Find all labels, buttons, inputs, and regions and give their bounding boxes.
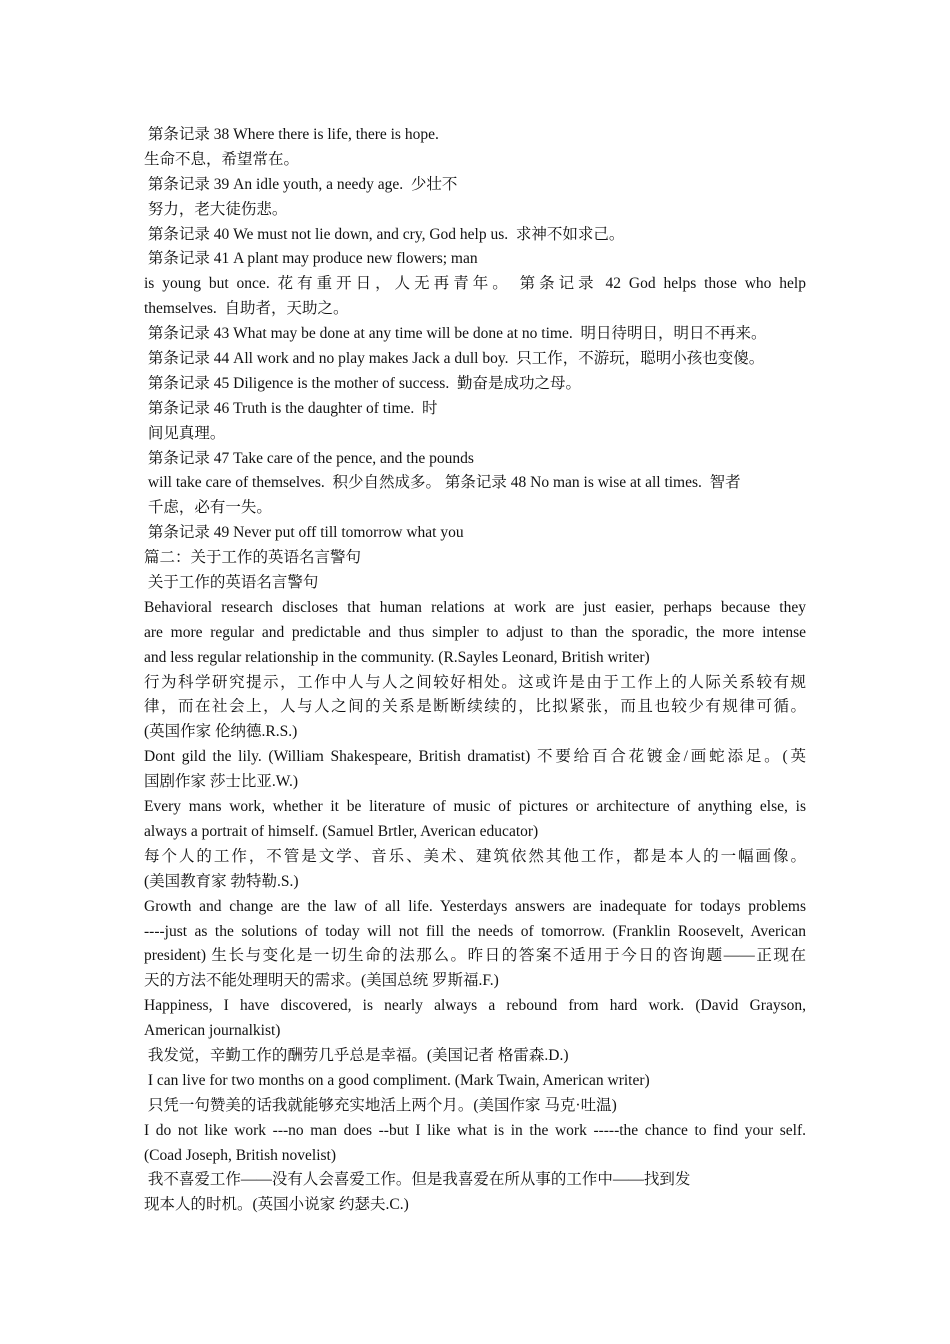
text-line: Every mans work, whether it be literature of music of pictures or architecture of anything else, is	[144, 798, 806, 816]
text-line: ----just as the solutions of today will not fill the needs of tomorrow. (Franklin Roosevelt, Averican	[144, 922, 806, 940]
text-line: 第条记录 39 An idle youth, a needy age. 少壮不	[144, 175, 458, 193]
text-line: 生命不息，希望常在。	[144, 150, 300, 168]
text-line: American journalkist)	[144, 1022, 281, 1040]
text-line: always a portrait of himself. (Samuel Brtler, Averican educator)	[144, 822, 539, 840]
text-line: I do not like work ---no man does --but I like what is in the work -----the chance to find your self.	[144, 1121, 806, 1139]
text-line: is young but once. 花有重开日，人无再青年。 第条记录 42 God helps those who help	[144, 275, 806, 293]
text-line: (Coad Joseph, British novelist)	[144, 1146, 337, 1164]
text-line: Happiness, I have discovered, is nearly always a rebound from hard work. (David Grayson,	[144, 997, 806, 1015]
text-line: 现本人的时机。(英国小说家 约瑟夫.C.)	[144, 1196, 409, 1214]
text-line: (英国作家 伦纳德.R.S.)	[144, 723, 298, 741]
text-line: 千虑，必有一失。	[144, 499, 272, 517]
text-line: 间见真理。	[144, 424, 226, 442]
text-line: 国剧作家 莎士比亚.W.)	[144, 773, 298, 791]
text-line: president) 生长与变化是一切生命的法那么。昨日的答案不适用于今日的咨询题——正现在	[144, 947, 806, 965]
text-line: I can live for two months on a good compliment. (Mark Twain, American writer)	[144, 1071, 650, 1089]
text-line: 第条记录 43 What may be done at any time will be done at no time. 明日待明日，明日不再来。	[144, 325, 767, 343]
text-line: 我发觉，辛勤工作的酬劳几乎总是幸福。(美国记者 格雷森.D.)	[144, 1046, 569, 1064]
text-line: themselves. 自助者，天助之。	[144, 300, 349, 318]
text-line: Growth and change are the law of all life. Yesterdays answers are inadequate for todays problems	[144, 897, 806, 915]
text-line: 天的方法不能处理明天的需求。(美国总统 罗斯福.F.)	[144, 972, 499, 990]
text-line: 每个人的工作，不管是文学、音乐、美术、建筑依然其他工作，都是本人的一幅画像。	[144, 847, 806, 865]
text-line: 第条记录 44 All work and no play makes Jack a dull boy. 只工作，不游玩，聪明小孩也变傻。	[144, 350, 765, 368]
text-line: 努力，老大徒伤悲。	[144, 200, 288, 218]
text-line: 律，而在社会上，人与人之间的关系是断断续续的，比拟紧张，而且也较少有规律可循。	[144, 698, 806, 716]
text-line: and less regular relationship in the community. (R.Sayles Leonard, British writer)	[144, 648, 650, 666]
text-line: are more regular and predictable and thus simpler to adjust to than the sporadic, the more intense	[144, 623, 806, 641]
text-line: Dont gild the lily. (William Shakespeare, British dramatist) 不要给百合花镀金/画蛇添足。(英	[144, 748, 806, 766]
section-subheading: 关于工作的英语名言警句	[144, 574, 319, 592]
text-line: 我不喜爱工作——没有人会喜爱工作。但是我喜爱在所从事的工作中——找到发	[144, 1171, 691, 1189]
text-line: 只凭一句赞美的话我就能够充实地活上两个月。(美国作家 马克·吐温)	[144, 1096, 617, 1114]
text-line: 行为科学研究提示，工作中人与人之间较好相处。这或许是由于工作上的人际关系较有规	[144, 673, 806, 691]
text-line: (美国教育家 勃特勒.S.)	[144, 872, 299, 890]
text-line: Behavioral research discloses that human relations at work are just easier, perhaps because they	[144, 598, 806, 616]
text-line: 第条记录 47 Take care of the pence, and the pounds	[144, 449, 474, 467]
text-line: 第条记录 46 Truth is the daughter of time. 时	[144, 399, 438, 417]
text-line: will take care of themselves. 积少自然成多。 第条记录 48 No man is wise at all times. 智者	[144, 474, 741, 492]
section-heading: 篇二：关于工作的英语名言警句	[144, 549, 362, 567]
text-line: 第条记录 38 Where there is life, there is hope.	[144, 126, 439, 143]
text-line: 第条记录 40 We must not lie down, and cry, God help us. 求神不如求己。	[144, 225, 625, 243]
text-line: 第条记录 45 Diligence is the mother of success. 勤奋是成功之母。	[144, 374, 581, 392]
text-line: 第条记录 41 A plant may produce new flowers; man	[144, 250, 478, 268]
document-page	[144, 123, 806, 1218]
text-line: 第条记录 49 Never put off till tomorrow what you	[144, 524, 464, 542]
